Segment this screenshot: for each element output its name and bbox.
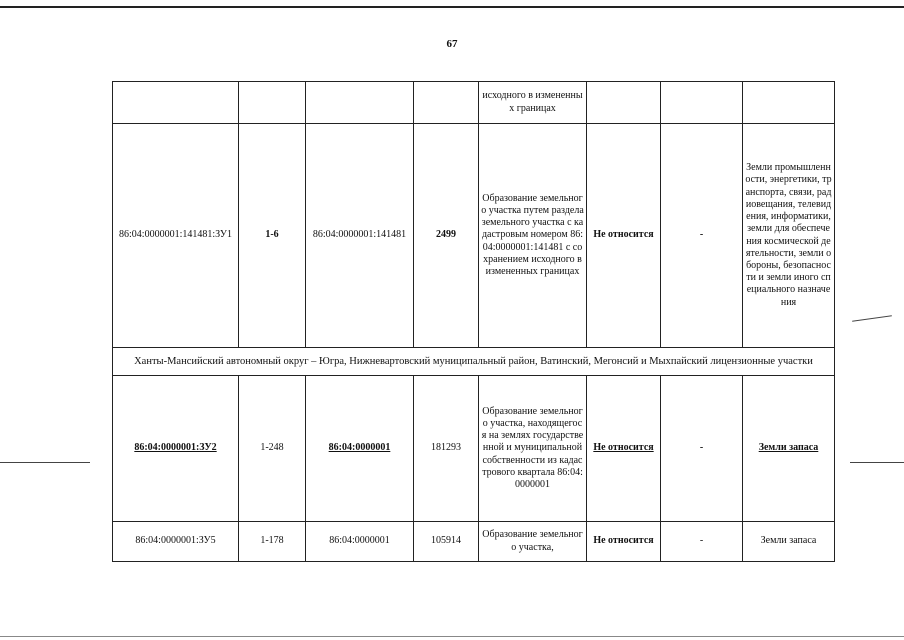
cell-relation: Не относится xyxy=(587,124,661,348)
cell-dash: - xyxy=(661,124,743,348)
page-number: 67 xyxy=(446,38,458,50)
cell-plot-number: 86:04:0000001:ЗУ5 xyxy=(113,522,239,562)
cell-source-plot: 86:04:0000001 xyxy=(306,522,414,562)
land-plots-table xyxy=(112,81,835,562)
cell-formation-method: исходного в измененных границах xyxy=(479,82,587,124)
cell-area: 2499 xyxy=(414,124,479,348)
section-title: Ханты-Мансийский автономный округ – Югра, Нижневартовский муниципальный район, Ватинский, Мегонсий и Мыхпайский лицензионные участки xyxy=(113,348,835,376)
cell-dash: - xyxy=(661,522,743,562)
cell-source-plot: 86:04:0000001 xyxy=(306,376,414,522)
scan-mark xyxy=(850,462,904,463)
cell-area: 105914 xyxy=(414,522,479,562)
cell-dash xyxy=(661,82,743,124)
cell-point-range: 1-248 xyxy=(239,376,306,522)
scan-mark xyxy=(0,636,904,637)
cell-formation-method: Образование земельного участка путем раздела земельного участка с кадастровым номером 86:04:0000001:141481 с сохранением исходного в измененных границах xyxy=(479,124,587,348)
table-row xyxy=(113,522,835,562)
cell-area: 181293 xyxy=(414,376,479,522)
scan-mark xyxy=(0,462,90,463)
cell-land-category xyxy=(743,82,835,124)
cell-source-plot: 86:04:0000001:141481 xyxy=(306,124,414,348)
cell-relation: Не относится xyxy=(587,522,661,562)
table-row xyxy=(113,82,835,124)
cell-land-category: Земли промышленности, энергетики, транспорта, связи, радиовещания, телевидения, информатики, земли для обеспечения космической деятельности, земли обороны, безопасности и земли иного специального назначения xyxy=(743,124,835,348)
cell-relation xyxy=(587,82,661,124)
cell-plot-number: 86:04:0000001:141481:ЗУ1 xyxy=(113,124,239,348)
cell-plot-number xyxy=(113,82,239,124)
cell-plot-number: 86:04:0000001:ЗУ2 xyxy=(113,376,239,522)
cell-land-category: Земли запаса xyxy=(743,522,835,562)
cell-area xyxy=(414,82,479,124)
table-row xyxy=(113,376,835,522)
section-header-row xyxy=(113,348,835,376)
cell-relation: Не относится xyxy=(587,376,661,522)
table-row xyxy=(113,124,835,348)
cell-point-range: 1-178 xyxy=(239,522,306,562)
cell-formation-method: Образование земельного участка, находящегося на землях государственной и муниципальной собственности из кадастрового квартала 86:04:0000001 xyxy=(479,376,587,522)
cell-dash: - xyxy=(661,376,743,522)
cell-point-range: 1-6 xyxy=(239,124,306,348)
cell-land-category: Земли запаса xyxy=(743,376,835,522)
cell-source-plot xyxy=(306,82,414,124)
cell-formation-method: Образование земельного участка, xyxy=(479,522,587,562)
cell-point-range xyxy=(239,82,306,124)
scan-mark xyxy=(852,315,892,322)
page-top-border xyxy=(0,6,904,8)
